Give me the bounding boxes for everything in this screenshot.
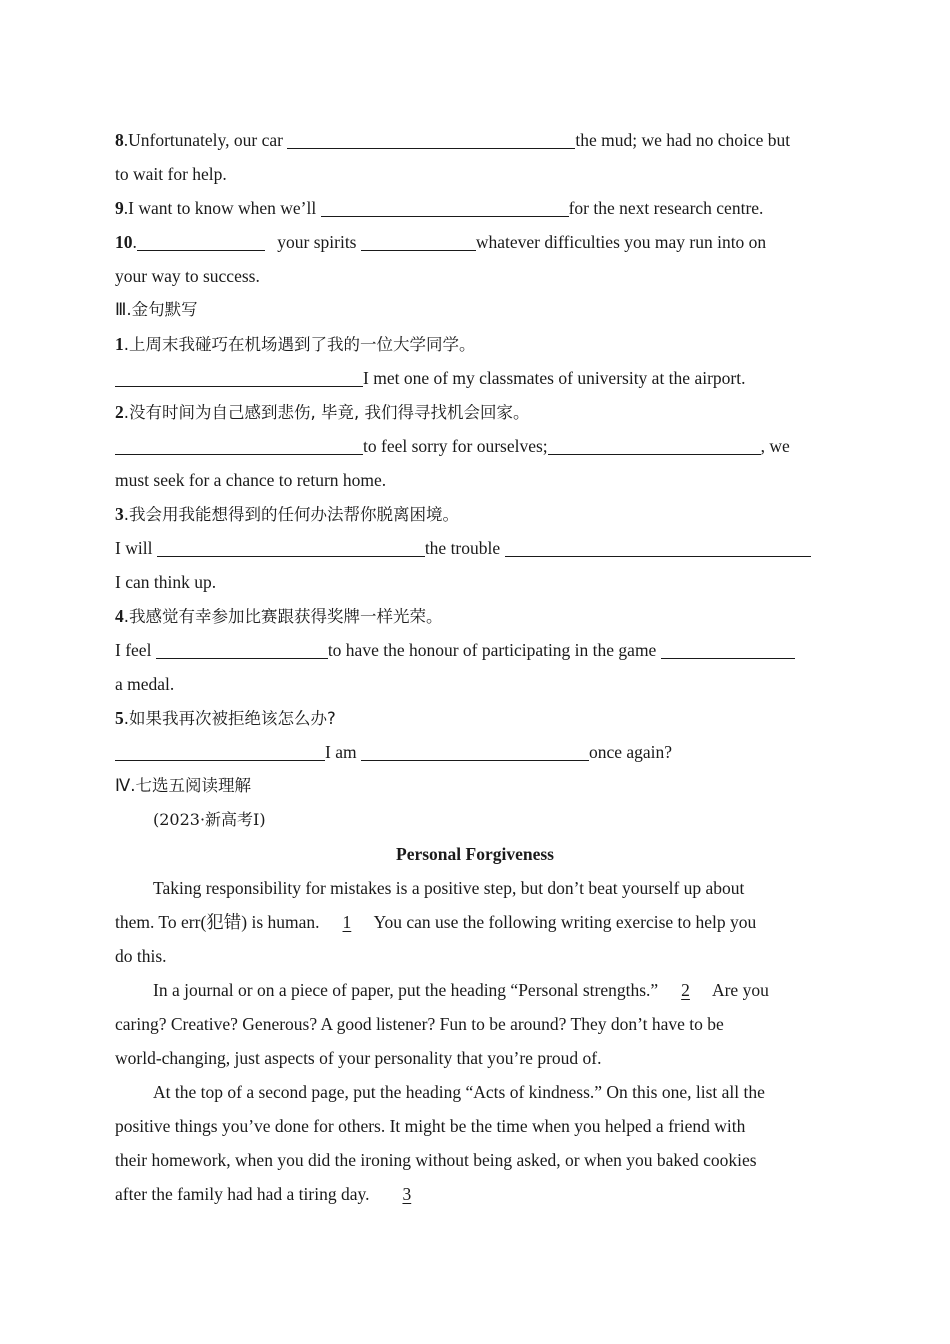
source-reference: (2023·新高考Ⅰ) xyxy=(153,810,266,829)
question-number: 8 xyxy=(115,130,124,150)
question-text: the mud; we had no choice but xyxy=(575,130,791,150)
chinese-prompt: .没有时间为自己感到悲伤, 毕竟, 我们得寻找机会回家。 xyxy=(123,403,530,422)
question-text: for the next research centre. xyxy=(568,198,764,218)
question-9-line1 xyxy=(115,191,835,225)
question-number: 2 xyxy=(115,402,124,422)
paragraph-3-line1: At the top of a second page, put the heading “Acts of kindness.” On this one, list all the xyxy=(153,1082,765,1102)
answer-blank[interactable] xyxy=(287,128,575,149)
answer-blank[interactable] xyxy=(361,230,476,251)
answer-blank[interactable] xyxy=(321,196,569,217)
question-number: 3 xyxy=(115,504,124,524)
question-number: 1 xyxy=(115,334,124,354)
paragraph-2-line1 xyxy=(115,973,835,1007)
question-8-line1 xyxy=(115,123,835,157)
gap-2-blank[interactable]: 2 xyxy=(681,980,690,1000)
answer-blank[interactable] xyxy=(137,230,265,251)
chinese-prompt: .我会用我能想得到的任何办法帮你脱离困境。 xyxy=(123,505,459,524)
sentence-3-continuation: I can think up. xyxy=(115,572,217,592)
sentence-4-prompt xyxy=(115,599,835,633)
paragraph-3-line4 xyxy=(115,1177,835,1211)
answer-blank[interactable] xyxy=(157,536,425,557)
paragraph-1-line1: Taking responsibility for mistakes is a positive step, but don’t beat yourself up about xyxy=(153,878,745,898)
worksheet-page xyxy=(115,123,835,1211)
question-text: .Unfortunately, our car xyxy=(123,130,288,150)
answer-blank[interactable] xyxy=(661,638,795,659)
question-8-line2: to wait for help. xyxy=(115,164,227,184)
english-text: I will xyxy=(115,538,157,558)
passage-text: You can use the following writing exercise to help you xyxy=(369,912,757,932)
section-3-heading: Ⅲ.金句默写 xyxy=(115,300,198,319)
question-number: 10 xyxy=(115,232,133,252)
answer-blank[interactable] xyxy=(115,366,363,387)
sentence-2-answer xyxy=(115,429,835,463)
passage-title: Personal Forgiveness xyxy=(396,844,554,864)
answer-blank[interactable] xyxy=(115,434,363,455)
question-text: . xyxy=(132,232,137,252)
chinese-prompt: .如果我再次被拒绝该怎么办? xyxy=(123,709,336,728)
english-text: , we xyxy=(760,436,790,456)
english-text: I met one of my classmates of university at the airport. xyxy=(363,368,746,388)
sentence-3-answer xyxy=(115,531,835,565)
section-4-heading: Ⅳ.七选五阅读理解 xyxy=(115,776,251,795)
english-text: to feel sorry for ourselves; xyxy=(363,436,548,456)
question-10-line2: your way to success. xyxy=(115,266,260,286)
answer-blank[interactable] xyxy=(548,434,761,455)
question-10-line1 xyxy=(115,225,835,259)
english-text: I feel xyxy=(115,640,156,660)
paragraph-2-line3: world-changing, just aspects of your personality that you’re proud of. xyxy=(115,1048,602,1068)
gap-3-blank[interactable]: 3 xyxy=(402,1184,412,1204)
sentence-2-continuation: must seek for a chance to return home. xyxy=(115,470,387,490)
english-text: I am xyxy=(325,742,361,762)
sentence-4-answer xyxy=(115,633,835,667)
sentence-3-prompt xyxy=(115,497,835,531)
sentence-2-prompt xyxy=(115,395,835,429)
english-text: to have the honour of participating in the game xyxy=(327,640,661,660)
paragraph-3-line3: their homework, when you did the ironing without being asked, or when you baked cookies xyxy=(115,1150,757,1170)
gap-1-blank[interactable]: 1 xyxy=(342,912,352,932)
question-text: .I want to know when we’ll xyxy=(123,198,321,218)
paragraph-3-line2: positive things you’ve done for others. It might be the time when you helped a friend with xyxy=(115,1116,746,1136)
question-number: 5 xyxy=(115,708,124,728)
paragraph-2-line2: caring? Creative? Generous? A good listener? Fun to be around? They don’t have to be xyxy=(115,1014,724,1034)
sentence-1-answer xyxy=(115,361,835,395)
chinese-prompt: .上周末我碰巧在机场遇到了我的一位大学同学。 xyxy=(123,335,476,354)
question-number: 4 xyxy=(115,606,124,626)
answer-blank[interactable] xyxy=(156,638,328,659)
english-text: once again? xyxy=(588,742,673,762)
paragraph-1-line2 xyxy=(115,905,835,939)
sentence-1-prompt xyxy=(115,327,835,361)
passage-text: In a journal or on a piece of paper, put the heading “Personal strengths.” xyxy=(153,980,663,1000)
answer-blank[interactable] xyxy=(505,536,811,557)
passage-text: them. To err(犯错) is human. xyxy=(115,912,324,932)
sentence-5-prompt xyxy=(115,701,835,735)
sentence-4-continuation: a medal. xyxy=(115,674,175,694)
sentence-5-answer xyxy=(115,735,835,769)
passage-text: Are you xyxy=(708,980,769,1000)
question-number: 9 xyxy=(115,198,124,218)
question-text: whatever difficulties you may run into on xyxy=(475,232,767,252)
chinese-prompt: .我感觉有幸参加比赛跟获得奖牌一样光荣。 xyxy=(123,607,443,626)
paragraph-1-line3: do this. xyxy=(115,946,167,966)
passage-text: after the family had had a tiring day. xyxy=(115,1184,374,1204)
question-text: your spirits xyxy=(272,232,361,252)
answer-blank[interactable] xyxy=(115,740,325,761)
english-text: the trouble xyxy=(424,538,505,558)
answer-blank[interactable] xyxy=(361,740,589,761)
